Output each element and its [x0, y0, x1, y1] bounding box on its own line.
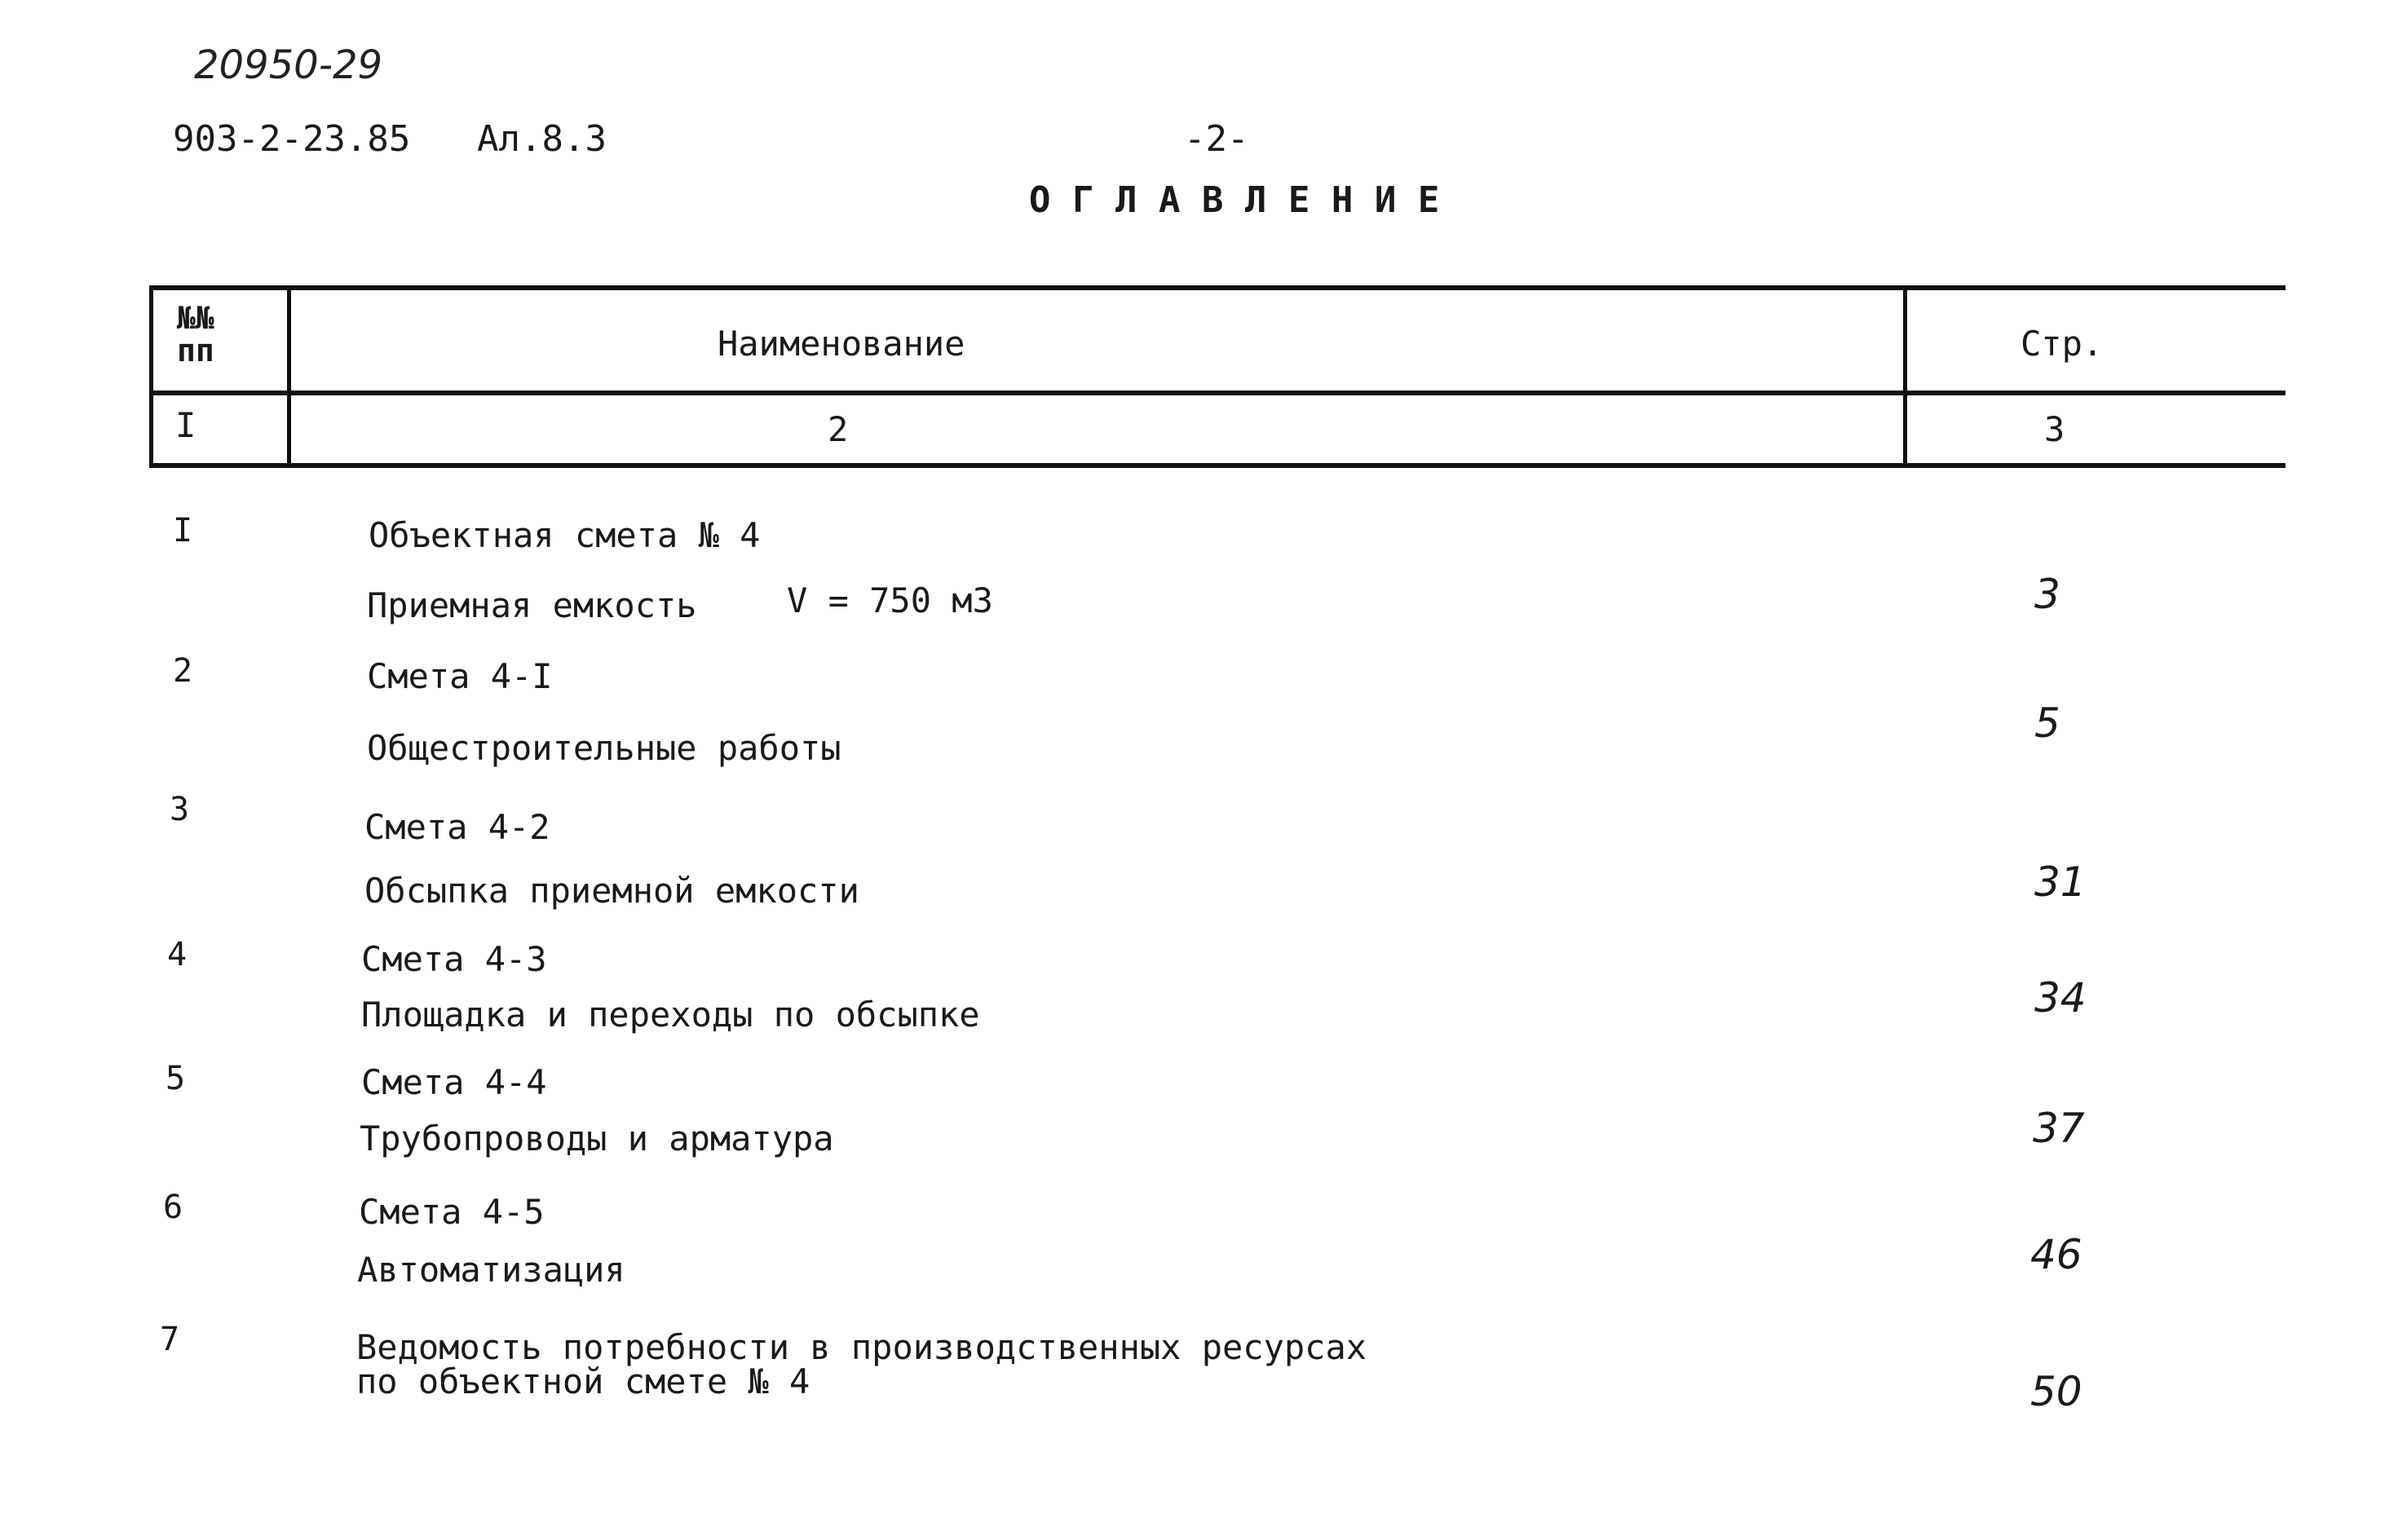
- item-title: Ведомость потребности в производственных ресурсах: [356, 1327, 1367, 1367]
- page-number-label: -2-: [1184, 118, 1249, 160]
- item-number: 5: [166, 1060, 186, 1097]
- col-index-3: 3: [2044, 409, 2065, 449]
- item-title: Объектная смета № 4: [369, 515, 761, 555]
- item-number: 7: [160, 1321, 180, 1358]
- item-subtitle: Автоматизация: [357, 1250, 625, 1290]
- item-volume: V = 750 м3: [787, 580, 993, 620]
- col-number-header: [177, 302, 214, 367]
- item-page: 50: [2030, 1368, 2082, 1415]
- album-number: Ал.8.3: [477, 118, 607, 160]
- item-subtitle: Обсыпка приемной емкости: [364, 871, 859, 911]
- item-number: 4: [167, 936, 188, 973]
- item-number: 2: [173, 652, 193, 690]
- item-title: Смета 4-5: [359, 1192, 545, 1232]
- col-name-header: Наименование: [718, 324, 965, 364]
- item-number: I: [173, 512, 193, 549]
- col-page-header: Стр.: [2021, 324, 2104, 364]
- item-title: Смета 4-4: [361, 1062, 547, 1102]
- item-subtitle: Площадка и переходы по обсыпке: [361, 995, 980, 1035]
- item-title: Смета 4-2: [364, 807, 550, 847]
- item-page: 5: [2034, 699, 2060, 747]
- col-number-header-line1: №№: [177, 300, 214, 336]
- item-subtitle: Приемная емкость: [367, 585, 697, 625]
- item-page: 3: [2034, 571, 2060, 618]
- item-page: 34: [2034, 974, 2087, 1022]
- item-number: 3: [170, 791, 190, 828]
- item-subtitle: Трубопроводы и арматура: [360, 1119, 834, 1158]
- handwritten-document-code: 20950-29: [194, 42, 383, 88]
- item-page: 46: [2030, 1231, 2082, 1278]
- col-index-2: 2: [828, 409, 849, 449]
- item-page: 31: [2034, 858, 2087, 906]
- item-page: 37: [2033, 1105, 2085, 1152]
- item-subtitle: по объектной смете № 4: [356, 1361, 810, 1401]
- item-number: 6: [163, 1189, 183, 1226]
- item-title: Смета 4-I: [367, 656, 553, 696]
- item-subtitle: Общестроительные работы: [367, 728, 841, 768]
- project-code: 903-2-23.85: [173, 118, 411, 160]
- item-title: Смета 4-3: [361, 939, 547, 979]
- page-title: О Г Л А В Л Е Н И Е: [1029, 179, 1440, 221]
- col-number-header-line2: пп: [177, 333, 214, 368]
- col-index-1: I: [175, 405, 197, 445]
